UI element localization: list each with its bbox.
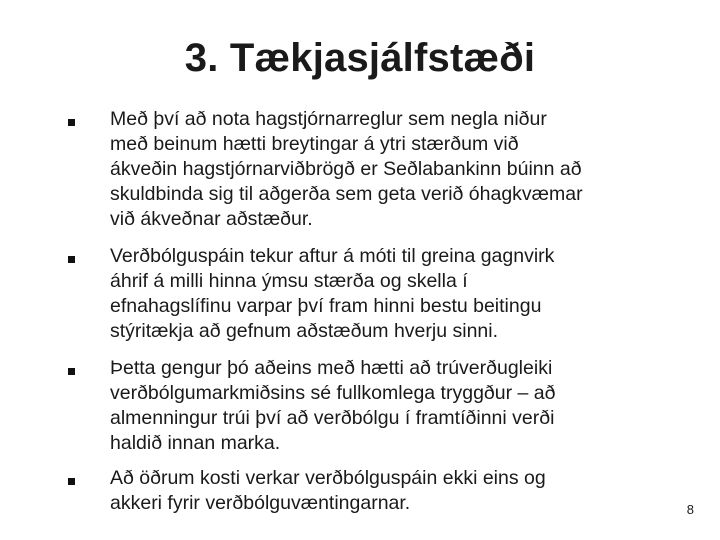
bullet-square-icon: [68, 119, 75, 126]
bullet-text-1: Með því að nota hagstjórnarreglur sem negla niður með beinum hætti breytingar á ytri stærðum við ákveðin hagstjórnarviðbrögð er Seðlabankinn búinn að skuldbinda sig til aðgerða sem geta verið óhagkvæmar við ákveðnar aðstæður.: [110, 108, 583, 230]
page-number: 8: [686, 502, 694, 517]
bullet-square-icon: [68, 368, 75, 375]
bullet-text-3: Þetta gengur þó aðeins með hætti að trúverðugleiki verðbólgumarkmiðsins sé fullkomlega tryggður – að almenningur trúi því að verðbólgu í framtíðinni verði haldið innan marka.: [110, 357, 556, 454]
bullet-text-4: Að öðrum kosti verkar verðbólguspáin ekki eins og akkeri fyrir verðbólguvæntingarnar.: [110, 467, 546, 514]
bullet-square-icon: [68, 256, 75, 263]
bullet-square-icon: [68, 478, 75, 485]
slide-title: 3. Tækjasjálfstæði: [184, 36, 536, 80]
bullet-text-2: Verðbólguspáin tekur aftur á móti til greina gagnvirk áhrif á milli hinna ýmsu stærða og skella í efnahagslífinu varpar því fram hinni bestu beitingu stýritækja að gefnum aðstæðum hverju sinni.: [110, 245, 555, 342]
